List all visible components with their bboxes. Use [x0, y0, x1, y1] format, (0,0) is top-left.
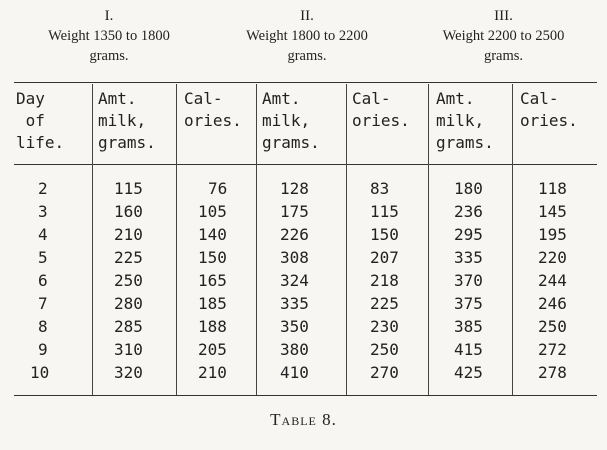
cell-day: 7 [38, 294, 48, 313]
cell-milk-1: 210 [114, 225, 143, 244]
cell-day: 10 [30, 363, 50, 382]
table-caption [0, 410, 607, 430]
cell-calories-1: 105 [198, 202, 227, 221]
cell-calories-2: 225 [370, 294, 399, 313]
cell-milk-3: 415 [454, 340, 483, 359]
group-unit: grams. [89, 48, 129, 64]
cell-day: 2 [38, 179, 48, 198]
cell-milk-2: 175 [280, 202, 309, 221]
table-row [14, 362, 597, 384]
cell-calories-1: 76 [208, 179, 228, 198]
column-rule [176, 84, 177, 395]
group-weight-range: Weight 2200 to 2500 [442, 28, 565, 44]
cell-milk-1: 320 [114, 363, 143, 382]
column-header-day: Day of life. [16, 89, 65, 152]
cell-milk-2: 128 [280, 179, 309, 198]
cell-calories-3: 250 [538, 317, 567, 336]
cell-day: 5 [38, 248, 48, 267]
cell-milk-2: 324 [280, 271, 309, 290]
cell-calories-2: 115 [370, 202, 399, 221]
cell-calories-2: 83 [370, 179, 390, 198]
group-header-1 [24, 6, 194, 66]
table-row [14, 247, 597, 269]
caption-text: Table 8. [270, 410, 337, 429]
cell-calories-3: 244 [538, 271, 567, 290]
cell-calories-3: 118 [538, 179, 567, 198]
cell-calories-3: 145 [538, 202, 567, 221]
group-numeral: I. [104, 8, 114, 24]
cell-milk-3: 425 [454, 363, 483, 382]
group-unit: grams. [483, 48, 524, 64]
cell-calories-1: 150 [198, 248, 227, 267]
cell-day: 8 [38, 317, 48, 336]
table-row [14, 316, 597, 338]
column-rule [512, 84, 513, 395]
cell-milk-2: 226 [280, 225, 309, 244]
table-row [14, 224, 597, 246]
cell-calories-1: 210 [198, 363, 227, 382]
cell-milk-3: 180 [454, 179, 483, 198]
column-header-calories-2: Cal- ories. [352, 89, 410, 130]
group-numeral: II. [300, 8, 314, 24]
cell-calories-1: 140 [198, 225, 227, 244]
cell-milk-1: 160 [114, 202, 143, 221]
cell-milk-3: 295 [454, 225, 483, 244]
cell-calories-1: 165 [198, 271, 227, 290]
bottom-rule [14, 395, 597, 396]
group-weight-range: Weight 1350 to 1800 [48, 28, 170, 44]
group-numeral: III. [494, 8, 513, 24]
cell-milk-2: 350 [280, 317, 309, 336]
cell-milk-3: 385 [454, 317, 483, 336]
column-rule [256, 84, 257, 395]
header-rule [14, 164, 597, 165]
column-header-row [14, 84, 597, 168]
cell-calories-2: 150 [370, 225, 399, 244]
column-rule [428, 84, 429, 395]
cell-calories-3: 220 [538, 248, 567, 267]
cell-calories-3: 195 [538, 225, 567, 244]
cell-calories-2: 270 [370, 363, 399, 382]
group-weight-range: Weight 1800 to 2200 [246, 28, 368, 44]
cell-milk-2: 308 [280, 248, 309, 267]
cell-milk-1: 225 [114, 248, 143, 267]
group-header-3 [416, 6, 591, 66]
cell-day: 9 [38, 340, 48, 359]
cell-milk-1: 285 [114, 317, 143, 336]
cell-milk-1: 280 [114, 294, 143, 313]
group-unit: grams. [287, 48, 327, 64]
column-rule [346, 84, 347, 395]
cell-day: 4 [38, 225, 48, 244]
column-rule [92, 84, 93, 395]
cell-day: 6 [38, 271, 48, 290]
column-header-calories-1: Cal- ories. [184, 89, 242, 130]
top-rule [14, 82, 597, 83]
table-row [14, 201, 597, 223]
cell-calories-2: 218 [370, 271, 399, 290]
cell-calories-1: 205 [198, 340, 227, 359]
cell-calories-1: 188 [198, 317, 227, 336]
cell-day: 3 [38, 202, 48, 221]
cell-milk-3: 370 [454, 271, 483, 290]
cell-calories-2: 207 [370, 248, 399, 267]
cell-milk-3: 236 [454, 202, 483, 221]
table-row [14, 178, 597, 200]
cell-calories-3: 246 [538, 294, 567, 313]
cell-milk-3: 375 [454, 294, 483, 313]
cell-milk-2: 335 [280, 294, 309, 313]
cell-calories-1: 185 [198, 294, 227, 313]
data-table [14, 6, 597, 398]
table-row [14, 293, 597, 315]
table-body [14, 168, 597, 398]
table-row [14, 270, 597, 292]
cell-calories-3: 272 [538, 340, 567, 359]
cell-milk-1: 250 [114, 271, 143, 290]
cell-calories-3: 278 [538, 363, 567, 382]
cell-milk-1: 115 [114, 179, 143, 198]
column-header-milk-2: Amt. milk, grams. [262, 89, 320, 152]
cell-milk-2: 380 [280, 340, 309, 359]
column-header-milk-1: Amt. milk, grams. [98, 89, 156, 152]
cell-milk-2: 410 [280, 363, 309, 382]
column-header-milk-3: Amt. milk, grams. [436, 89, 494, 152]
column-header-calories-3: Cal- ories. [520, 89, 578, 130]
cell-calories-2: 250 [370, 340, 399, 359]
group-header-row [14, 6, 597, 84]
group-header-2 [222, 6, 392, 66]
cell-milk-3: 335 [454, 248, 483, 267]
cell-milk-1: 310 [114, 340, 143, 359]
table-row [14, 339, 597, 361]
cell-calories-2: 230 [370, 317, 399, 336]
